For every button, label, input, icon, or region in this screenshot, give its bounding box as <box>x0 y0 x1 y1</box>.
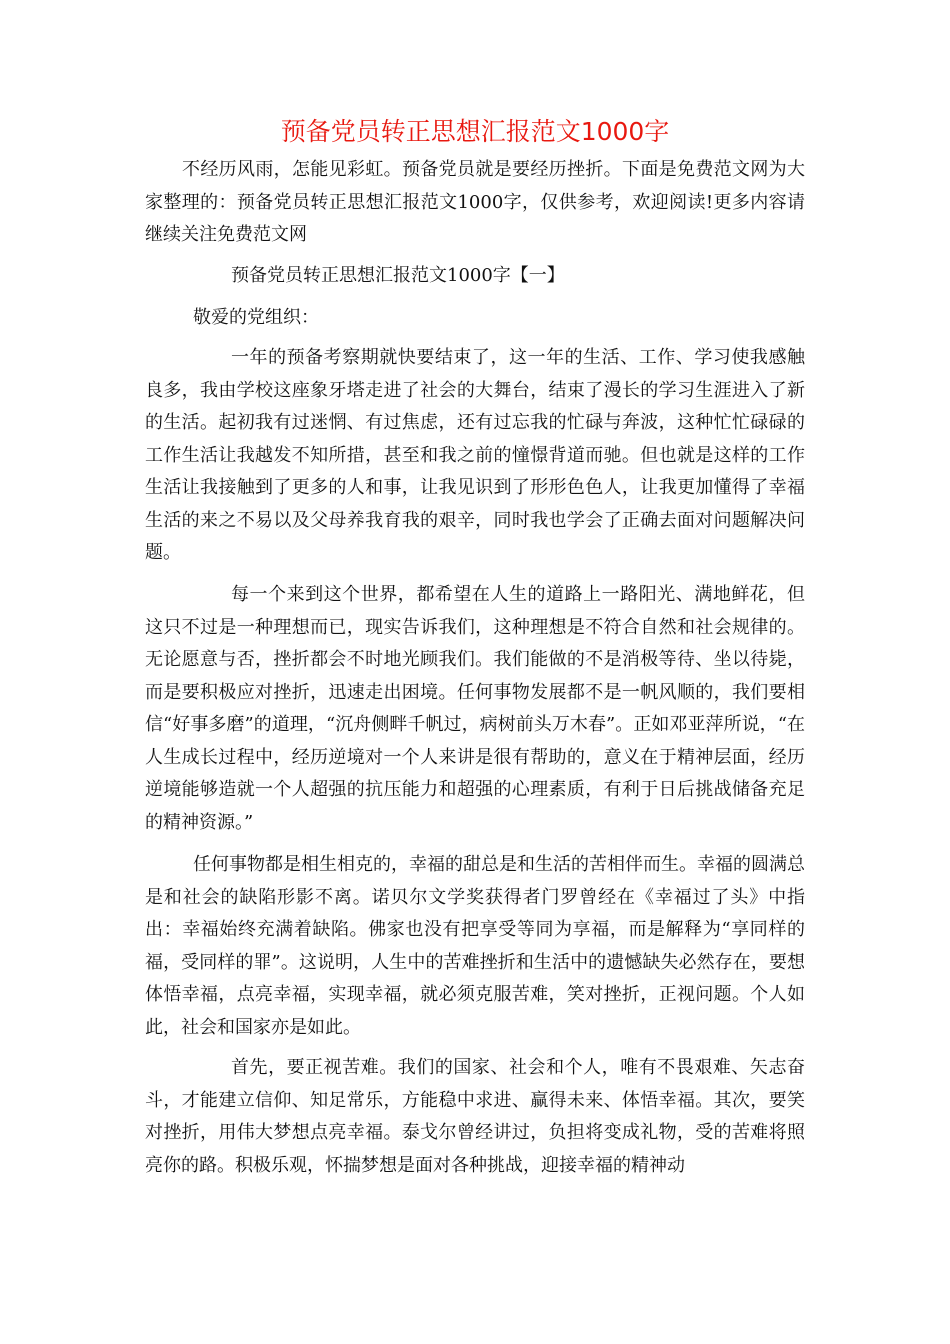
body-paragraph-1: 一年的预备考察期就快要结束了，这一年的生活、工作、学习使我感触良多，我由学校这座象牙塔走进了社会的大舞台，结束了漫长的学习生涯进入了新的生活。起初我有过迷惘、有过焦虑，还有过忘我的忙碌与奔波，这种忙忙碌碌的工作生活让我越发不知所措，甚至和我之前的憧憬背道而驰。但也就是这样的工作生活让我接触到了更多的人和事，让我见识到了形形色色人，让我更加懂得了幸福生活的来之不易以及父母养我育我的艰辛，同时我也学会了正确去面对问题解决问题。 <box>145 347 805 563</box>
intro-paragraph: 不经历风雨，怎能见彩虹。预备党员就是要经历挫折。下面是免费范文网为大家整理的：预备党员转正思想汇报范文1000字，仅供参考，欢迎阅读!更多内容请继续关注免费范文网 <box>145 159 805 245</box>
salutation: 敬爱的党组织： <box>193 307 319 328</box>
document-title: 预备党员转正思想汇报范文1000字 <box>280 117 670 146</box>
body-paragraph-3: 任何事物都是相生相克的，幸福的甜总是和生活的苦相伴而生。幸福的圆满总是和社会的缺陷形影不离。诺贝尔文学奖获得者门罗曾经在《幸福过了头》中指出：幸福始终充满着缺陷。佛家也没有把享受等同为享福，而是解释为“享同样的福，受同样的罪”。这说明，人生中的苦难挫折和生活中的遗憾缺失必然存在，要想体悟幸福，点亮幸福，实现幸福，就必须克服苦难，笑对挫折，正视问题。个人如此，社会和国家亦是如此。 <box>145 854 805 1038</box>
body-paragraph-4: 首先，要正视苦难。我们的国家、社会和个人，唯有不畏艰难、矢志奋斗，才能建立信仰、知足常乐，方能稳中求进、赢得未来、体悟幸福。其次，要笑对挫折，用伟大梦想点亮幸福。泰戈尔曾经讲过，负担将变成礼物，受的苦难将照亮你的路。积极乐观，怀揣梦想是面对各种挑战，迎接幸福的精神动 <box>145 1057 805 1176</box>
section-heading: 预备党员转正思想汇报范文1000字【一】 <box>231 265 565 286</box>
body-paragraph-2: 每一个来到这个世界，都希望在人生的道路上一路阳光、满地鲜花，但这只不过是一种理想而已，现实告诉我们，这种理想是不符合自然和社会规律的。无论愿意与否，挫折都会不时地光顾我们。我们能做的不是消极等待、坐以待毙，而是要积极应对挫折，迅速走出困境。任何事物发展都不是一帆风顺的，我们要相信“好事多磨”的道理，“沉舟侧畔千帆过，病树前头万木春”。正如邓亚萍所说，“在人生成长过程中，经历逆境对一个人来讲是很有帮助的，意义在于精神层面，经历逆境能够造就一个人超强的抗压能力和超强的心理素质，有利于日后挑战储备充足的精神资源。” <box>145 584 805 833</box>
